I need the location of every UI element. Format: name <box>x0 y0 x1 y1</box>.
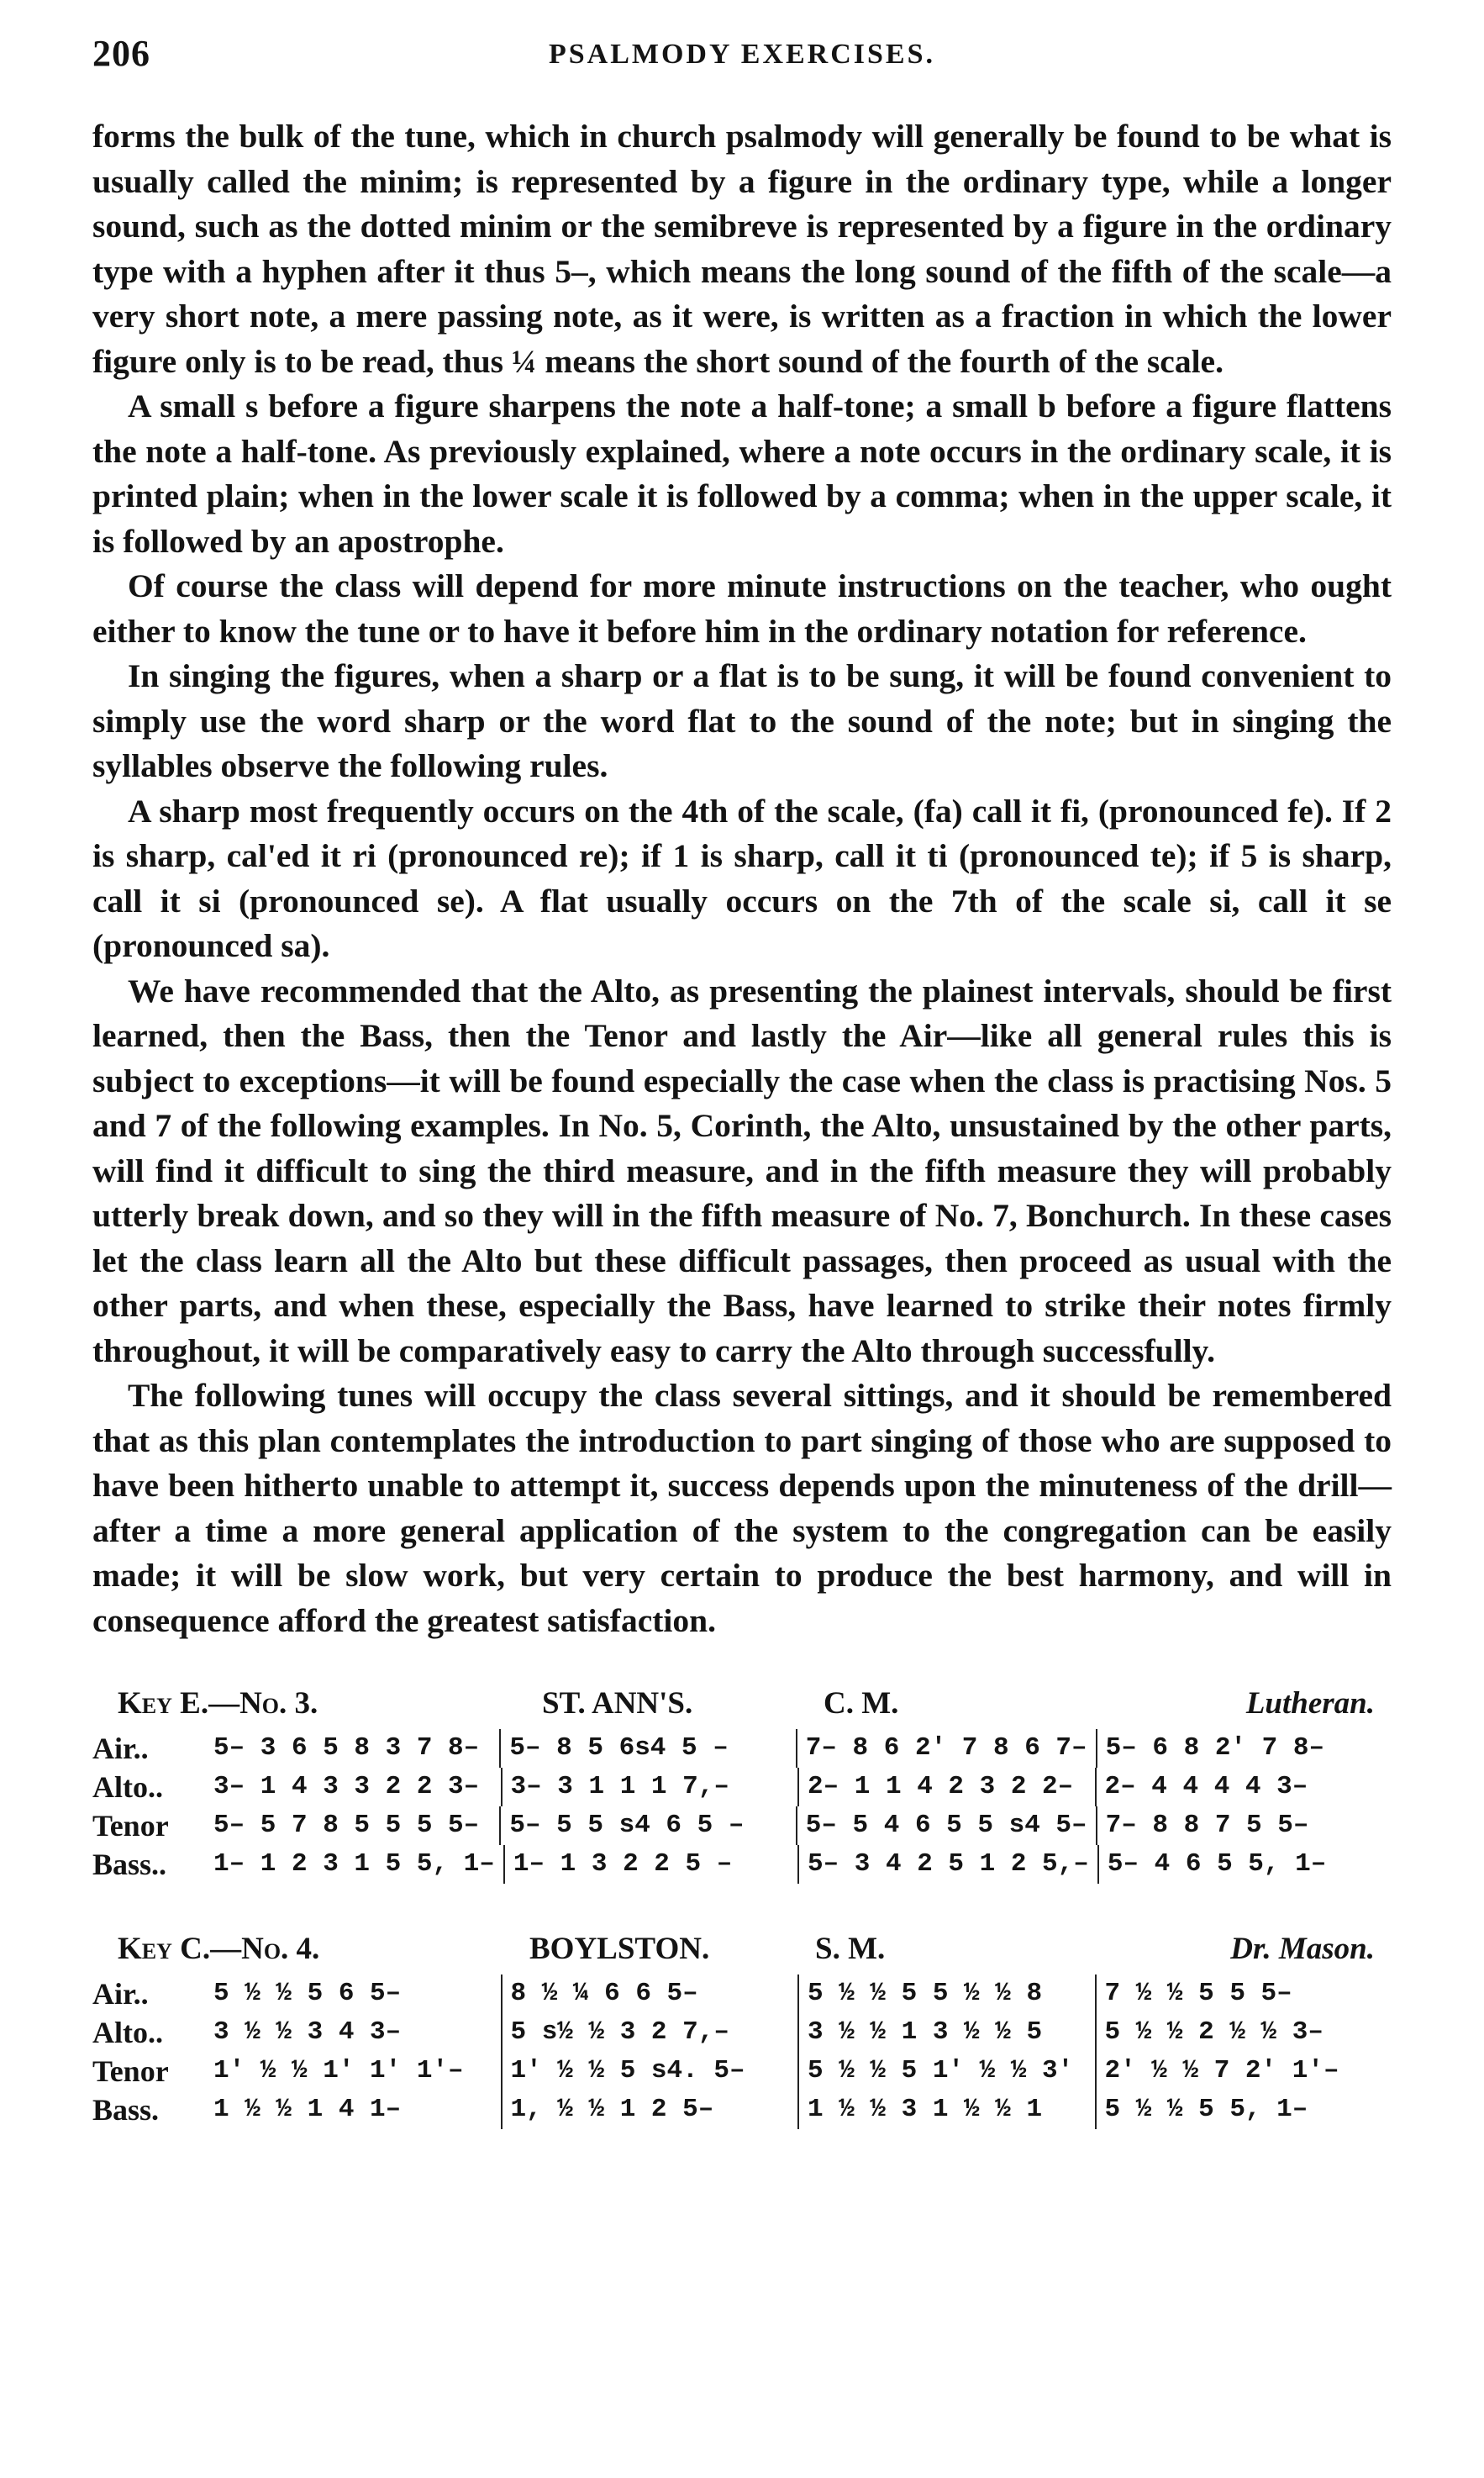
tune-st-anns <box>92 1685 1392 1884</box>
tune-heading <box>92 1931 1392 1974</box>
measure: 3 ½ ½ 1 3 ½ ½ 5 <box>797 2013 1095 2052</box>
measure: 5– 3 4 2 5 1 2 5,– <box>797 1845 1097 1884</box>
running-head: PSALMODY EXERCISES. <box>548 39 936 70</box>
measure: 2– 1 1 4 2 3 2 2– <box>797 1768 1095 1806</box>
paragraph: forms the bulk of the tune, which in church psalmody will generally be found to be what is usually called the minim; is represented by a figure in the ordinary type, while a longer sound, such as the dotted minim or the semibreve is represented by a figure in the ordinary type with a hyphen after it thus 5–, which means the long sound of the fifth of the scale—a very short note, a mere passing note, as it were, is written as a fraction in which the lower figure only is to be read, thus ¼ means the short sound of the fourth of the scale. <box>92 118 1392 380</box>
tune-title: BOYLSTON. <box>529 1932 710 1966</box>
tune-composer: Lutheran. <box>1245 1686 1375 1721</box>
measure: 1, ½ ½ 1 2 5– <box>501 2090 798 2129</box>
part-row-tenor <box>92 2052 1392 2090</box>
part-row-air <box>92 1729 1392 1768</box>
paragraph: In singing the figures, when a sharp or a flat is to be sung, it will be found convenient to simply use the word sharp or the word flat to the sound of the note; but in singing the syllables observe the following rules. <box>92 657 1392 784</box>
measure: 7 ½ ½ 5 5 5– <box>1095 1974 1392 2013</box>
part-label: Bass. <box>92 2093 160 2127</box>
measure: 3 ½ ½ 3 4 3– <box>213 2017 402 2047</box>
measure: 8 ½ ¼ 6 6 5– <box>501 1974 798 2013</box>
part-label: Alto.. <box>92 1770 163 1804</box>
tune-parts <box>92 1974 1392 2129</box>
part-label: Alto.. <box>92 2016 163 2049</box>
measure: 2– 4 4 4 4 3– <box>1095 1768 1392 1806</box>
part-label: Bass.. <box>92 1848 167 1881</box>
tune-heading <box>92 1685 1392 1729</box>
measure: 5– 3 6 5 8 3 7 8– <box>213 1733 480 1763</box>
tune-meter: C. M. <box>824 1686 899 1721</box>
part-row-bass <box>92 1845 1392 1884</box>
page-number: 206 <box>92 33 150 74</box>
tune-title: ST. ANN'S. <box>542 1686 693 1721</box>
measure: 5 ½ ½ 5 5, 1– <box>1095 2090 1392 2129</box>
paragraph: The following tunes will occupy the class several sittings, and it should be remembered that as this plan contemplates the introduction to part singing of those who are supposed to have been hitherto unable to attempt it, success depends upon the minuteness of the drill—after a time a more general application of the system to the congregation can be easily made; it will be slow work, but very certain to produce the best harmony, and will in consequence afford the greatest satisfaction. <box>92 1377 1392 1639</box>
paragraph: A small s before a figure sharpens the note a half-tone; a small b before a figure flattens the note a half-tone. As previously explained, where a note occurs in the ordinary scale, it is printed plain; when in the lower scale it is followed by a comma; when in the upper scale, it is followed by an apostrophe. <box>92 388 1392 560</box>
measure: 5 s½ ½ 3 2 7,– <box>501 2013 798 2052</box>
tune-examples <box>92 1685 1392 2129</box>
page-header <box>92 32 1392 84</box>
measure: 1 ½ ½ 1 4 1– <box>213 2095 402 2124</box>
measure: 5– 8 5 6s4 5 – <box>499 1729 795 1768</box>
measure: 7– 8 8 7 5 5– <box>1096 1806 1392 1845</box>
measure: 5– 5 4 6 5 5 s4 5– <box>796 1806 1096 1845</box>
body-text <box>92 114 1392 1643</box>
paragraph: We have recommended that the Alto, as presenting the plainest intervals, should be first learned, then the Bass, then the Tenor and lastly the Air—like all general rules this is subject to exceptions—it will be found especially the case when the class is practising Nos. 5 and 7 of the following examples. In No. 5, Corinth, the Alto, unsustained by the other parts, will find it difficult to sing the third measure, and in the fifth measure they will probably utterly break down, and so they will in the fifth measure of No. 7, Bonchurch. In these cases let the class learn all the Alto but these difficult passages, then proceed as usual with the other parts, and when these, especially the Bass, have learned to strike their notes firmly throughout, it will be comparatively easy to carry the Alto through successfully. <box>92 972 1392 1369</box>
measure: 1– 1 2 3 1 5 5, 1– <box>213 1849 495 1879</box>
measure: 5 ½ ½ 5 5 ½ ½ 8 <box>797 1974 1095 2013</box>
measure: 1' ½ ½ 5 s4. 5– <box>501 2052 798 2090</box>
measure: 5– 5 5 s4 6 5 – <box>499 1806 795 1845</box>
measure: 1– 1 3 2 2 5 – <box>503 1845 797 1884</box>
measure: 5– 6 8 2' 7 8– <box>1096 1729 1392 1768</box>
part-label: Air.. <box>92 1977 149 2011</box>
tune-meter: S. M. <box>815 1932 886 1966</box>
measure: 5 ½ ½ 2 ½ ½ 3– <box>1095 2013 1392 2052</box>
measure: 2' ½ ½ 7 2' 1'– <box>1095 2052 1392 2090</box>
measure: 7– 8 6 2' 7 8 6 7– <box>796 1729 1096 1768</box>
part-row-alto <box>92 1768 1392 1806</box>
part-label: Air.. <box>92 1732 149 1765</box>
part-row-bass <box>92 2090 1392 2129</box>
measure: 5– 4 6 5 5, 1– <box>1097 1845 1392 1884</box>
tune-composer: Dr. Mason. <box>1230 1932 1375 1966</box>
measure: 5 ½ ½ 5 1' ½ ½ 3' <box>797 2052 1095 2090</box>
paragraph: Of course the class will depend for more minute instructions on the teacher, who ought either to know the tune or to have it before him in the ordinary notation for reference. <box>92 567 1392 650</box>
paragraph: A sharp most frequently occurs on the 4th of the scale, (fa) call it fi, (pronounced fe). If 2 is sharp, cal'ed it ri (pronounced re); if 1 is sharp, call it ti (pronounced te); if 5 is sharp, call it si (pronounced se). A flat usually occurs on the 7th of the scale si, call it se (pronounced sa). <box>92 792 1392 964</box>
part-row-tenor <box>92 1806 1392 1845</box>
measure: 1' ½ ½ 1' 1' 1'– <box>213 2056 464 2085</box>
tune-parts <box>92 1729 1392 1884</box>
measure: 3– 1 4 3 3 2 2 3– <box>213 1772 480 1801</box>
part-label: Tenor <box>92 2054 169 2088</box>
tune-boylston <box>92 1931 1392 2129</box>
part-label: Tenor <box>92 1809 169 1843</box>
measure: 3– 3 1 1 1 7,– <box>501 1768 798 1806</box>
tune-key: Key C.—No. 4. <box>118 1932 320 1966</box>
tune-key: Key E.—No. 3. <box>118 1686 318 1721</box>
measure: 5– 5 7 8 5 5 5 5– <box>213 1811 480 1840</box>
part-row-alto <box>92 2013 1392 2052</box>
part-row-air <box>92 1974 1392 2013</box>
measure: 1 ½ ½ 3 1 ½ ½ 1 <box>797 2090 1095 2129</box>
measure: 5 ½ ½ 5 6 5– <box>213 1979 402 2008</box>
